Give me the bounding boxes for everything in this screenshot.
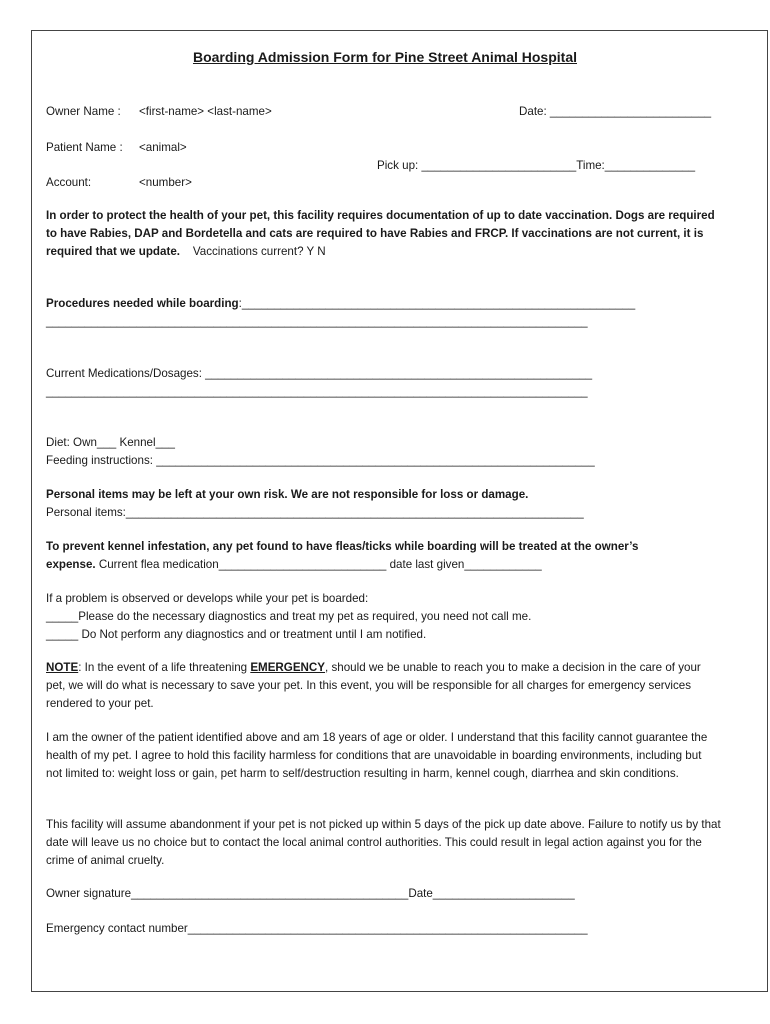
personal-items-field[interactable]: Personal items:_______________________________________________________________________ [46, 506, 584, 519]
personal-items-warning: Personal items may be left at your own risk. We are not responsible for loss or damage. [46, 488, 529, 501]
flea-policy: To prevent kennel infestation, any pet found to have fleas/ticks while boarding will be treated at the owner’s [46, 540, 639, 553]
patient-name-label: Patient Name : [46, 141, 123, 154]
account-label: Account: [46, 176, 92, 189]
medications-field[interactable]: Current Medications/Dosages: ____________________________________________________________ [46, 367, 593, 380]
medications-line-2[interactable]: ____________________________________________________________________________________ [46, 385, 588, 398]
procedures-line-1: :_____________________________________________________________ [238, 297, 636, 310]
flea-medication-field[interactable] [46, 556, 542, 574]
owner-agreement: I am the owner of the patient identified above and am 18 years of age or older. I understand that this facility cannot guarantee the health of my pet. I agree to hold this facility harmless for conditions that are unavoidable in boarding environments, including but not limited to: weight loss or gain, pet harm to self/destruction resulting in harm, kennel cough, diarrhea and skin conditions. [46, 731, 708, 780]
problem-option-treat[interactable]: _____Please do the necessary diagnostics and treat my pet as required, you need not call me. [46, 610, 532, 623]
owner-name-label: Owner Name : [46, 105, 121, 118]
procedures-line-2[interactable]: ____________________________________________________________________________________ [46, 315, 588, 328]
note-pre: : In the event of a life threatening [78, 661, 251, 674]
emergency-contact-field[interactable]: Emergency contact number______________________________________________________________ [46, 922, 588, 935]
problem-option-notify[interactable]: _____ Do Not perform any diagnostics and or treatment until I am notified. [46, 628, 427, 641]
procedures-label: Procedures needed while boarding [46, 297, 239, 310]
problem-intro: If a problem is observed or develops while your pet is boarded: [46, 592, 369, 605]
feeding-instructions-field[interactable]: Feeding instructions: ____________________________________________________________________ [46, 454, 595, 467]
account-value[interactable]: <number> [139, 176, 192, 189]
date-field[interactable]: Date: _________________________ [519, 105, 712, 118]
note-label: NOTE [46, 661, 79, 674]
abandonment-policy: This facility will assume abandonment if your pet is not picked up within 5 days of the pick up date above. Failure to notify us by that date will leave us no choice but to contact the local animal control authorities. This could result in legal action against you for the crime of animal cruelty. [46, 818, 721, 867]
owner-name-value[interactable]: <first-name> <last-name> [139, 105, 272, 118]
procedures-field[interactable] [46, 295, 635, 313]
pickup-time-field[interactable]: Pick up: ________________________Time:______________ [377, 159, 696, 172]
emergency-note [46, 659, 718, 713]
form-title: Boarding Admission Form for Pine Street Animal Hospital [192, 49, 577, 65]
owner-signature-field[interactable]: Owner signature___________________________________________Date______________________ [46, 887, 575, 900]
patient-name-value[interactable]: <animal> [139, 141, 187, 154]
note-post: , should we be unable to reach you to make a decision in the care of your pet, we will do what is necessary to save your pet. In this event, you will be responsible for all charges for emergency services rendered to your pet. [46, 661, 701, 710]
flea-policy-expense: expense. [46, 558, 96, 571]
emergency-label: EMERGENCY [250, 661, 326, 674]
flea-medication-line: Current flea medication__________________________ date last given____________ [95, 558, 542, 571]
vaccinations-current[interactable]: Vaccinations current? Y N [192, 245, 326, 258]
vaccination-requirements: In order to protect the health of your pet, this facility requires documentation of up to date vaccination. Dogs are required to have Rabies, DAP and Bordetella and cats are required to have Rabies and FRCP. If vaccinations are not current, it is required that we update. [46, 209, 715, 258]
vaccination-paragraph [46, 207, 716, 261]
diet-field[interactable]: Diet: Own___ Kennel___ [46, 436, 175, 449]
